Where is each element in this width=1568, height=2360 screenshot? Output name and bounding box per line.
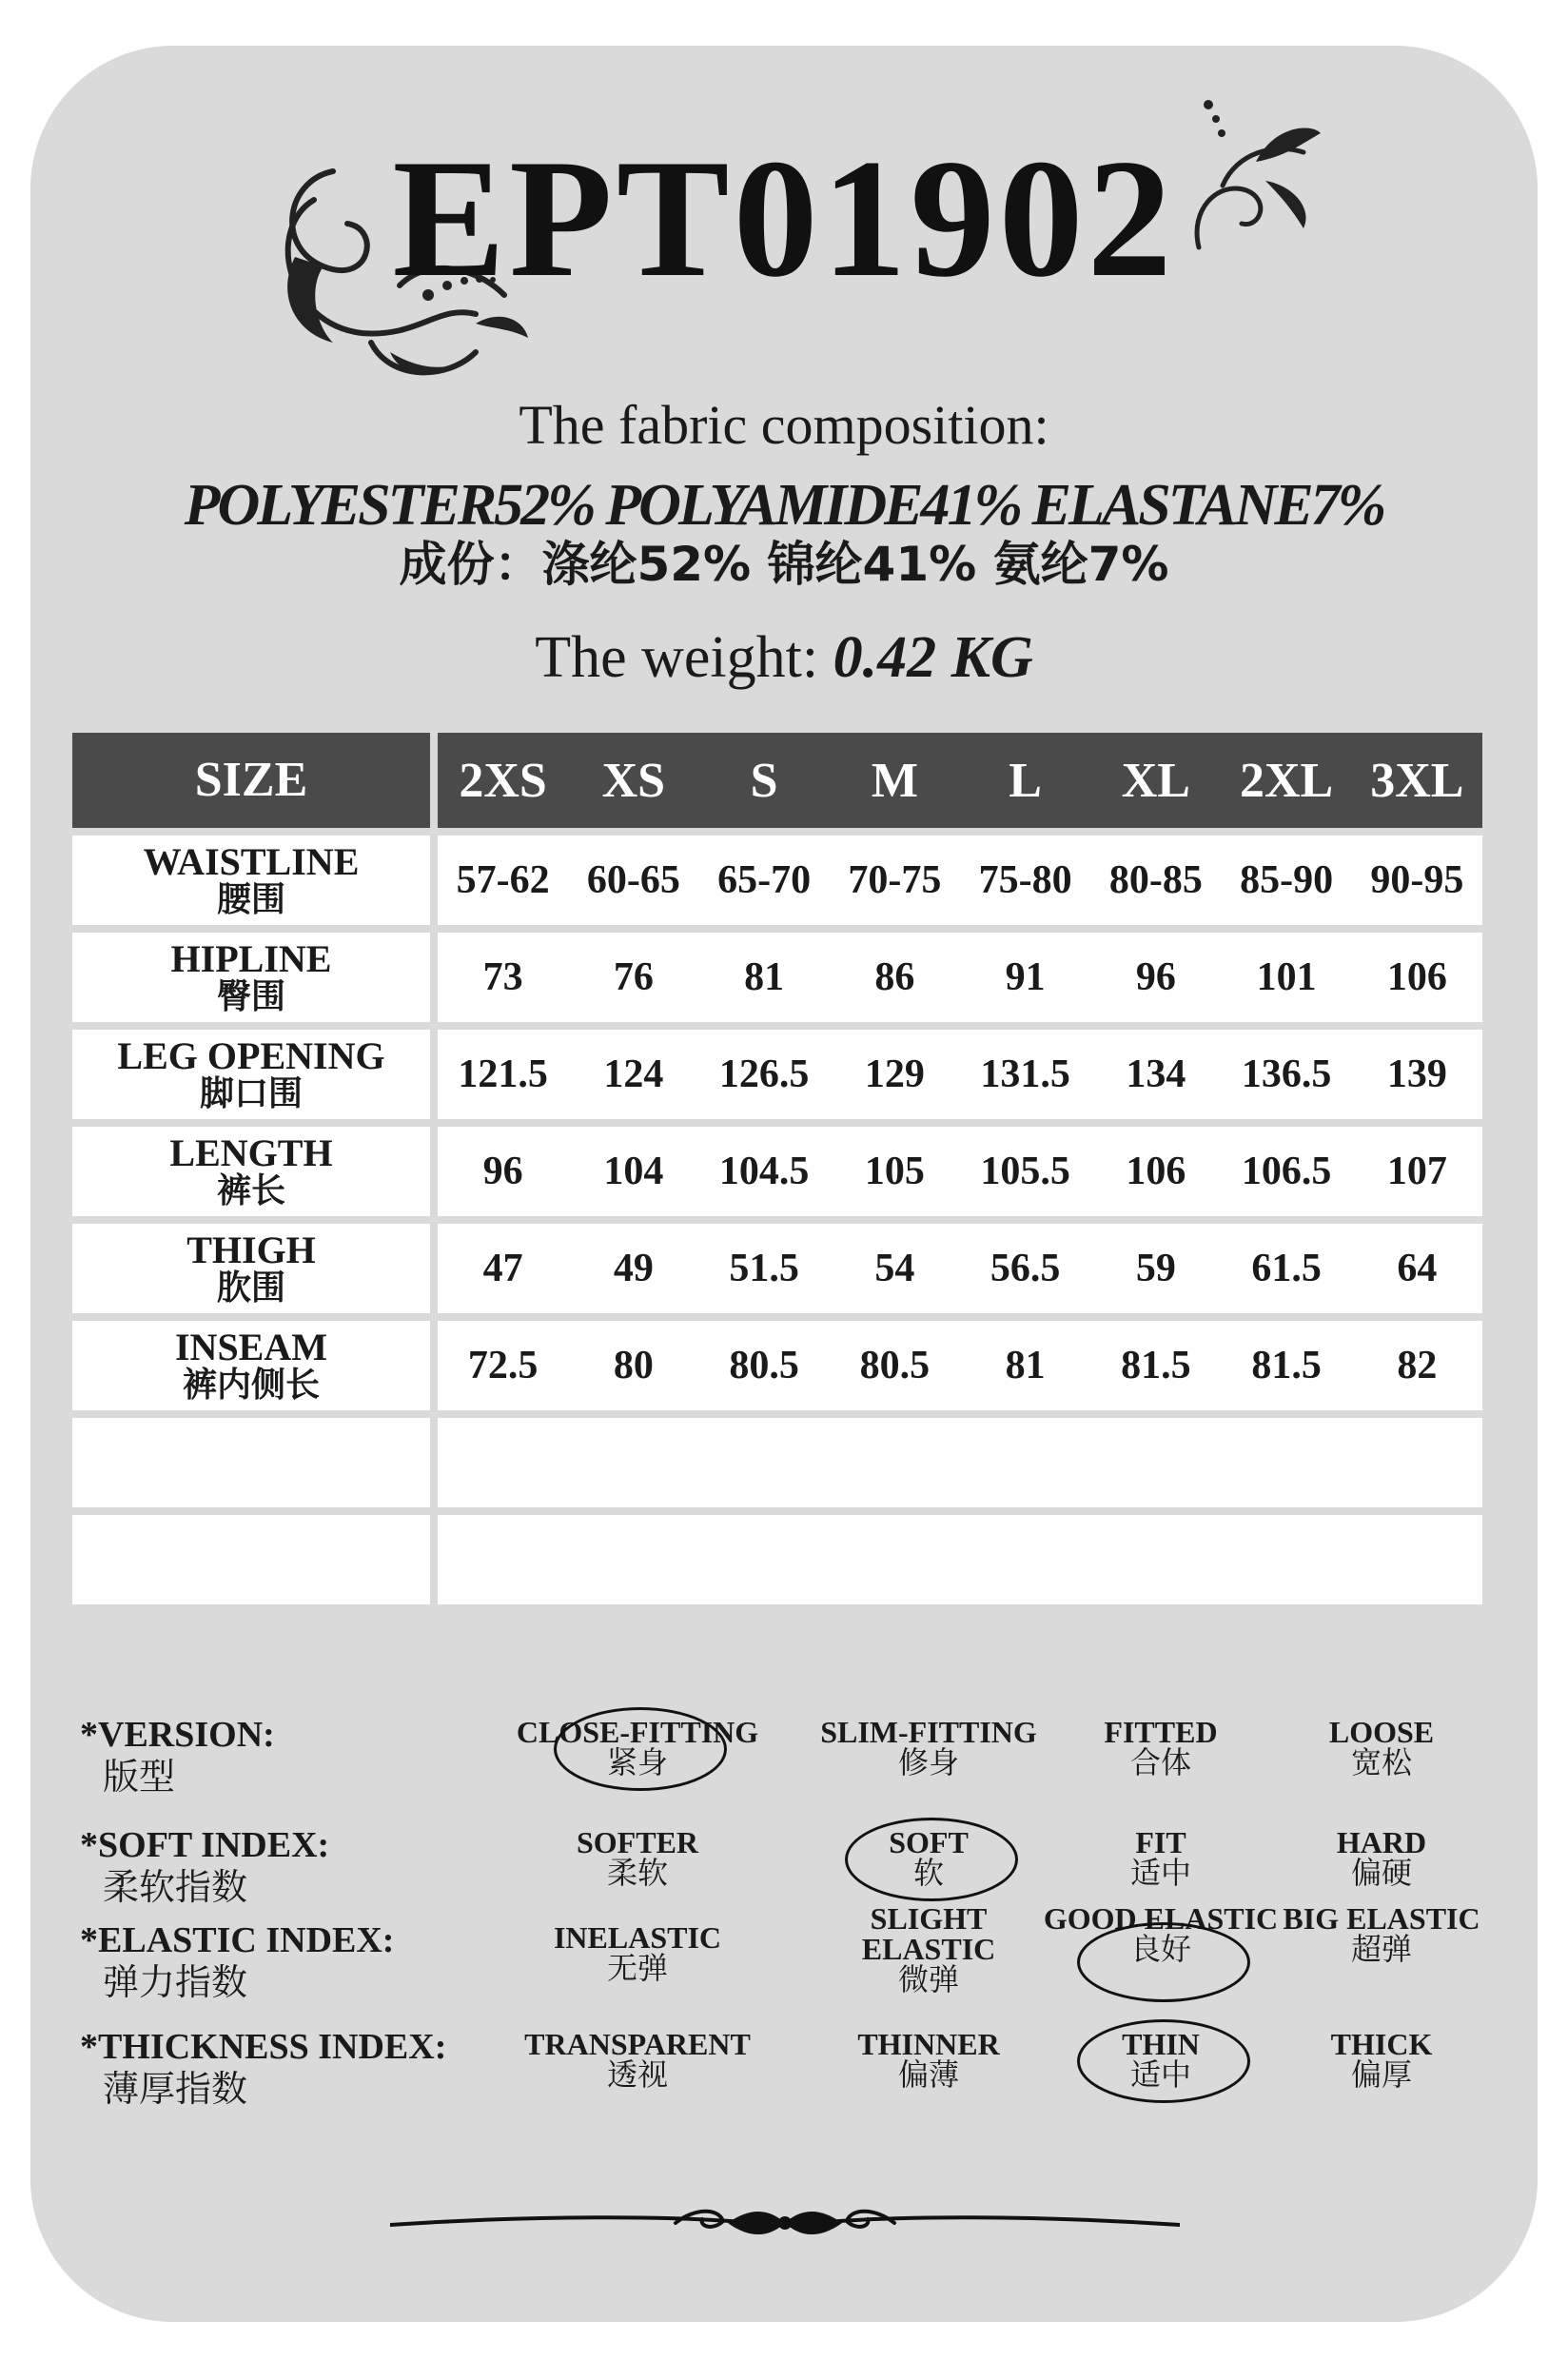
index-label-cn: 柔软指数 [103, 1865, 248, 1908]
measurement-value: 65-70 [717, 858, 812, 902]
index-label-cn: 薄厚指数 [103, 2067, 248, 2110]
index-option [1258, 2027, 1505, 2093]
selected-option-ring [845, 1818, 1018, 1901]
index-option [1037, 1825, 1284, 1891]
measurement-label-cn: 肷围 [216, 1268, 285, 1308]
measurement-label-en: HIPLINE [170, 937, 332, 981]
index-option-en: HARD [1336, 1825, 1427, 1859]
index-option-en: FITTED [1104, 1715, 1218, 1749]
measurement-label-cn: 脚口围 [199, 1074, 303, 1114]
index-option-cn: 透视 [606, 2056, 668, 2093]
measurement-value: 81.5 [1121, 1344, 1191, 1387]
index-option-cn: 无弹 [606, 1950, 668, 1986]
measurement-value: 107 [1386, 1150, 1447, 1193]
index-option-en: SOFTER [576, 1825, 699, 1859]
index-label-en: *SOFT INDEX: [80, 1825, 330, 1865]
measurement-value: 139 [1386, 1052, 1447, 1096]
weight-line [0, 625, 1568, 690]
index-option [514, 2027, 761, 2093]
weight-value: 0.42 KG [833, 625, 1033, 690]
weight-label: The weight: [535, 625, 819, 690]
measurement-label-cell [72, 1321, 430, 1410]
size-header: L [1009, 753, 1042, 808]
measurement-label-en: WAISTLINE [143, 840, 360, 884]
measurement-label-en: THIGH [186, 1229, 316, 1272]
index-option [805, 2027, 1052, 2093]
measurement-value: 82 [1397, 1344, 1438, 1387]
size-table [72, 733, 1482, 1604]
measurement-value: 131.5 [980, 1052, 1070, 1096]
measurement-value: 105 [864, 1150, 925, 1193]
index-option-cn: 柔软 [606, 1855, 668, 1891]
measurement-value: 76 [613, 955, 654, 999]
measurement-value: 72.5 [467, 1344, 539, 1387]
measurement-value: 56.5 [990, 1247, 1061, 1290]
selected-option-ring [1077, 1922, 1250, 2002]
index-label-soft [80, 1825, 329, 1908]
measurement-value: 80 [613, 1344, 654, 1387]
size-header-cell: SIZE [72, 733, 430, 828]
index-option [1258, 1825, 1505, 1891]
measurement-label-en: LENGTH [169, 1131, 333, 1175]
index-option [1037, 1717, 1284, 1778]
measurement-values [438, 836, 1482, 925]
fabric-composition-cn: 成份：涤纶52% 锦纶41% 氨纶7% [399, 537, 1169, 592]
size-header: 2XS [459, 753, 547, 808]
measurement-label-cn: 裤长 [216, 1171, 285, 1211]
index-option-en: TRANSPARENT [524, 2027, 751, 2061]
index-label-en: *THICKNESS INDEX: [80, 2027, 447, 2067]
measurement-label-cell [72, 1127, 430, 1216]
index-option-en: THICK [1330, 2027, 1433, 2061]
measurement-value: 85-90 [1240, 858, 1334, 902]
measurement-label-cell [72, 1515, 430, 1604]
index-option [1258, 1717, 1505, 1778]
index-option-en: INELASTIC [553, 1920, 722, 1955]
table-row [72, 1127, 1482, 1216]
index-option-cn: 软 [912, 1855, 944, 1891]
measurement-label-cn: 裤内侧长 [182, 1366, 320, 1406]
index-label-en: *VERSION: [80, 1715, 275, 1755]
index-label-elastic [80, 1920, 394, 2003]
measurement-value: 104.5 [718, 1150, 810, 1193]
index-option-en: LOOSE [1328, 1715, 1435, 1749]
measurement-values [438, 1030, 1482, 1119]
measurement-value: 81.5 [1251, 1344, 1322, 1387]
size-header: XS [601, 753, 666, 808]
measurement-value: 96 [1135, 955, 1176, 999]
index-option-cn: 适中 [1129, 1855, 1191, 1891]
index-label-thickness [80, 2027, 446, 2110]
measurement-label-cn: 臀围 [216, 977, 285, 1017]
index-option-cn: 合体 [1129, 1744, 1191, 1780]
measurement-value: 136.5 [1241, 1052, 1332, 1096]
measurement-value: 54 [874, 1247, 915, 1290]
index-option-cn: 偏硬 [1350, 1855, 1412, 1891]
index-option-en: FIT [1135, 1825, 1186, 1859]
measurement-label-en: INSEAM [174, 1326, 328, 1369]
measurement-value: 81 [744, 955, 785, 999]
measurement-values [438, 1127, 1482, 1216]
index-option-cn: 适中 [1129, 2056, 1191, 2093]
product-code-title: EPT01902 [392, 124, 1176, 312]
index-option [805, 1903, 1052, 1995]
selected-option-ring [554, 1707, 727, 1791]
table-row [72, 933, 1482, 1022]
measurement-value: 101 [1256, 955, 1317, 999]
measurement-values [438, 1321, 1482, 1410]
measurement-value: 80.5 [859, 1344, 931, 1387]
size-header: 3XL [1370, 753, 1464, 808]
index-option-cn: 超弹 [1350, 1931, 1412, 1967]
measurement-value: 86 [874, 955, 915, 999]
measurement-value: 81 [1005, 1344, 1046, 1387]
measurement-value: 57-62 [456, 858, 550, 902]
measurement-value: 91 [1005, 955, 1046, 999]
index-label-cn: 弹力指数 [103, 1960, 248, 2003]
measurement-value: 106 [1126, 1150, 1186, 1193]
measurement-value: 80.5 [729, 1344, 799, 1387]
measurement-values [438, 1418, 1482, 1507]
selected-option-ring [1077, 2019, 1250, 2103]
measurement-label-cell [72, 836, 430, 925]
measurement-value: 104 [603, 1150, 664, 1193]
index-option-en: BIG ELASTIC [1283, 1901, 1480, 1936]
index-option-en: CLOSE-FITTING [516, 1715, 759, 1749]
size-header-values [438, 733, 1482, 828]
measurement-value: 70-75 [848, 858, 942, 902]
index-option-en: SLIM-FITTING [820, 1715, 1037, 1749]
table-row [72, 1030, 1482, 1119]
index-option-cn: 微弹 [897, 1961, 959, 1997]
size-header: S [750, 753, 778, 808]
measurement-value: 61.5 [1251, 1247, 1322, 1290]
measurement-value: 60-65 [586, 858, 680, 902]
divider-ornament-icon [390, 2189, 1180, 2255]
measurement-value: 80-85 [1108, 858, 1203, 902]
index-option-en: GOOD ELASTIC [1043, 1901, 1279, 1936]
index-label-en: *ELASTIC INDEX: [80, 1920, 395, 1960]
measurement-values [438, 1224, 1482, 1313]
index-option-en: THIN [1122, 2027, 1200, 2061]
table-header-row [72, 733, 1482, 828]
table-row [72, 836, 1482, 925]
index-option [514, 1920, 761, 1986]
table-row [72, 1224, 1482, 1313]
measurement-label-cell [72, 1418, 430, 1507]
measurement-value: 75-80 [978, 858, 1072, 902]
measurement-values [438, 1515, 1482, 1604]
measurement-label-cell [72, 1030, 430, 1119]
measurement-value: 90-95 [1370, 858, 1464, 902]
measurement-value: 106.5 [1241, 1150, 1332, 1193]
index-option-en: SLIGHT ELASTIC [861, 1901, 996, 1966]
measurement-value: 49 [613, 1247, 654, 1290]
measurement-value: 59 [1135, 1247, 1176, 1290]
index-option-cn: 偏厚 [1350, 2056, 1412, 2093]
measurement-label-cn: 腰围 [216, 880, 285, 920]
index-label-version [80, 1715, 275, 1798]
measurement-value: 121.5 [458, 1052, 548, 1096]
measurement-value: 51.5 [729, 1247, 799, 1290]
index-option-cn: 宽松 [1350, 1744, 1412, 1780]
index-option-en: THINNER [857, 2027, 1000, 2061]
size-header: 2XL [1240, 753, 1334, 808]
measurement-value: 105.5 [980, 1150, 1070, 1193]
index-label-cn: 版型 [103, 1755, 176, 1798]
index-option-cn: 修身 [897, 1744, 959, 1780]
measurement-value: 47 [482, 1247, 523, 1290]
fabric-composition-label: The fabric composition: [519, 394, 1049, 456]
measurement-value: 64 [1397, 1247, 1438, 1290]
index-option-cn: 良好 [1129, 1931, 1191, 1967]
index-option-en: SOFT [889, 1825, 969, 1859]
fabric-composition-en: POLYESTER52% POLYAMIDE41% ELASTANE7% [184, 473, 1384, 538]
measurement-label-en: LEG OPENING [117, 1034, 385, 1078]
measurement-value: 129 [864, 1052, 925, 1096]
table-row-empty [72, 1515, 1482, 1604]
size-header: XL [1121, 753, 1190, 808]
measurement-value: 126.5 [718, 1052, 810, 1096]
measurement-value: 124 [603, 1052, 664, 1096]
index-option-cn: 偏薄 [897, 2056, 959, 2093]
measurement-value: 96 [482, 1150, 523, 1193]
measurement-label-cell [72, 1224, 430, 1313]
measurement-value: 73 [482, 955, 523, 999]
index-option [514, 1825, 761, 1891]
index-option [805, 1717, 1052, 1778]
measurement-value: 106 [1386, 955, 1447, 999]
measurement-values [438, 933, 1482, 1022]
measurement-label-cell [72, 933, 430, 1022]
size-header: M [871, 753, 918, 808]
measurement-value: 134 [1126, 1052, 1186, 1096]
index-option [1258, 1901, 1505, 1967]
index-option-cn: 紧身 [606, 1744, 668, 1780]
table-row [72, 1321, 1482, 1410]
table-row-empty [72, 1418, 1482, 1507]
